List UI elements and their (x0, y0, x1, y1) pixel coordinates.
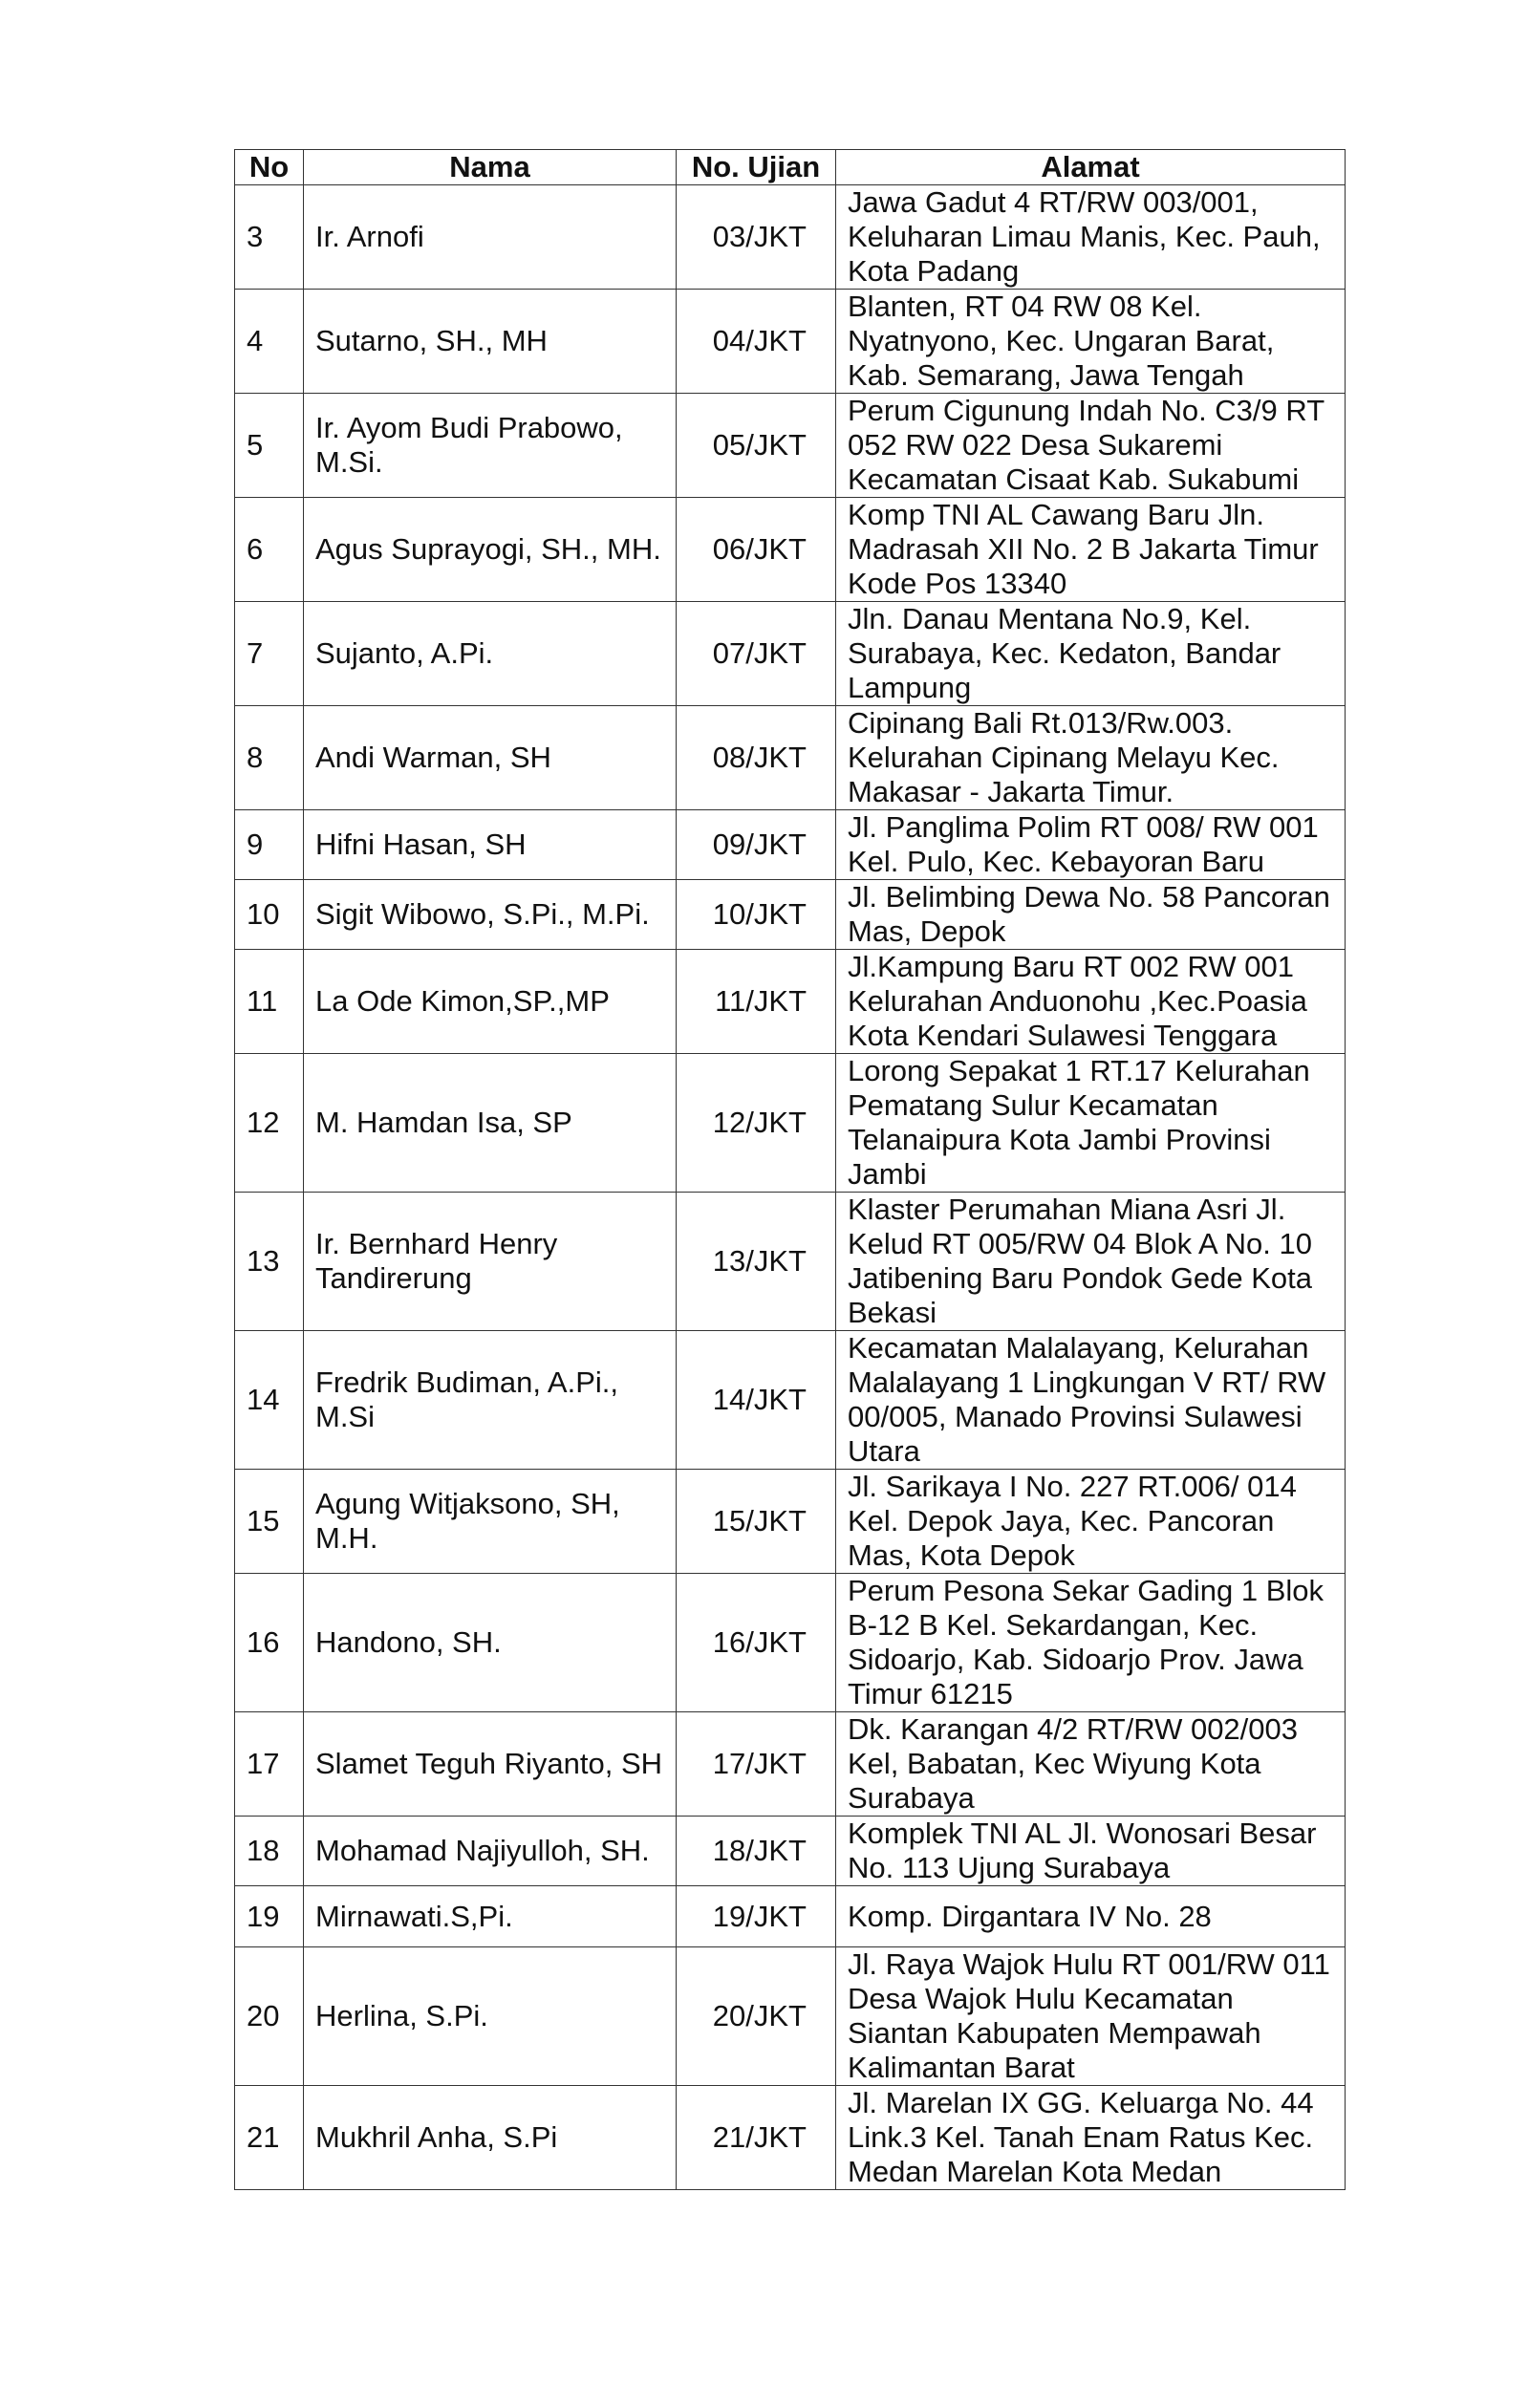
cell-no: 21 (235, 2086, 304, 2190)
table-row (235, 810, 1346, 880)
cell-nama: Hifni Hasan, SH (304, 810, 677, 880)
cell-nama: Fredrik Budiman, A.Pi., M.Si (304, 1331, 677, 1470)
cell-alamat: Blanten, RT 04 RW 08 Kel. Nyatnyono, Kec. Ungaran Barat, Kab. Semarang, Jawa Tengah (836, 290, 1346, 394)
table-row (235, 2086, 1346, 2190)
cell-no-ujian: 08/JKT (677, 706, 836, 810)
cell-alamat: Perum Pesona Sekar Gading 1 Blok B-12 B Kel. Sekardangan, Kec. Sidoarjo, Kab. Sidoarjo Prov. Jawa Timur 61215 (836, 1574, 1346, 1712)
cell-no-ujian: 06/JKT (677, 498, 836, 602)
cell-alamat: Jl. Panglima Polim RT 008/ RW 001 Kel. Pulo, Kec. Kebayoran Baru (836, 810, 1346, 880)
table-row (235, 498, 1346, 602)
table-row (235, 602, 1346, 706)
cell-alamat: Komplek TNI AL Jl. Wonosari Besar No. 113 Ujung Surabaya (836, 1817, 1346, 1886)
cell-alamat: Komp. Dirgantara IV No. 28 (836, 1886, 1346, 1947)
cell-no: 19 (235, 1886, 304, 1947)
header-nama: Nama (304, 150, 677, 185)
cell-alamat: Dk. Karangan 4/2 RT/RW 002/003 Kel, Babatan, Kec Wiyung Kota Surabaya (836, 1712, 1346, 1817)
table-row (235, 185, 1346, 290)
cell-nama: Sutarno, SH., MH (304, 290, 677, 394)
cell-no-ujian: 07/JKT (677, 602, 836, 706)
cell-nama: Ir. Arnofi (304, 185, 677, 290)
cell-nama: Sujanto, A.Pi. (304, 602, 677, 706)
cell-alamat: Lorong Sepakat 1 RT.17 Kelurahan Pematang Sulur Kecamatan Telanaipura Kota Jambi Provinsi Jambi (836, 1054, 1346, 1193)
table-body (235, 185, 1346, 2190)
cell-no-ujian: 14/JKT (677, 1331, 836, 1470)
cell-no: 9 (235, 810, 304, 880)
cell-no: 8 (235, 706, 304, 810)
cell-alamat: Cipinang Bali Rt.013/Rw.003. Kelurahan Cipinang Melayu Kec. Makasar - Jakarta Timur. (836, 706, 1346, 810)
header-alamat: Alamat (836, 150, 1346, 185)
table-row (235, 1817, 1346, 1886)
cell-no: 5 (235, 394, 304, 498)
cell-nama: Herlina, S.Pi. (304, 1947, 677, 2086)
cell-no-ujian: 15/JKT (677, 1470, 836, 1574)
cell-no: 13 (235, 1193, 304, 1331)
cell-nama: M. Hamdan Isa, SP (304, 1054, 677, 1193)
cell-alamat: Kecamatan Malalayang, Kelurahan Malalayang 1 Lingkungan V RT/ RW 00/005, Manado Provinsi Sulawesi Utara (836, 1331, 1346, 1470)
cell-no-ujian: 18/JKT (677, 1817, 836, 1886)
cell-alamat: Jl. Raya Wajok Hulu RT 001/RW 011 Desa Wajok Hulu Kecamatan Siantan Kabupaten Mempawah Kalimantan Barat (836, 1947, 1346, 2086)
cell-nama: Mirnawati.S,Pi. (304, 1886, 677, 1947)
cell-no: 16 (235, 1574, 304, 1712)
table-row (235, 1470, 1346, 1574)
cell-no: 18 (235, 1817, 304, 1886)
header-no-ujian: No. Ujian (677, 150, 836, 185)
cell-no: 3 (235, 185, 304, 290)
table-row (235, 1947, 1346, 2086)
table-row (235, 394, 1346, 498)
cell-no-ujian: 17/JKT (677, 1712, 836, 1817)
cell-alamat: Jl. Marelan IX GG. Keluarga No. 44 Link.3 Kel. Tanah Enam Ratus Kec. Medan Marelan Kota Medan (836, 2086, 1346, 2190)
cell-alamat: Jl. Belimbing Dewa No. 58 Pancoran Mas, Depok (836, 880, 1346, 950)
cell-nama: Mohamad Najiyulloh, SH. (304, 1817, 677, 1886)
cell-no: 7 (235, 602, 304, 706)
cell-no-ujian: 09/JKT (677, 810, 836, 880)
cell-no-ujian: 20/JKT (677, 1947, 836, 2086)
cell-alamat: Jawa Gadut 4 RT/RW 003/001, Keluharan Limau Manis, Kec. Pauh, Kota Padang (836, 185, 1346, 290)
cell-no: 17 (235, 1712, 304, 1817)
table-row (235, 1054, 1346, 1193)
participant-table (234, 149, 1346, 2190)
cell-no: 20 (235, 1947, 304, 2086)
header-no: No (235, 150, 304, 185)
cell-alamat: Jl. Sarikaya I No. 227 RT.006/ 014 Kel. Depok Jaya, Kec. Pancoran Mas, Kota Depok (836, 1470, 1346, 1574)
cell-no-ujian: 21/JKT (677, 2086, 836, 2190)
table-row (235, 1331, 1346, 1470)
cell-alamat: Perum Cigunung Indah No. C3/9 RT 052 RW 022 Desa Sukaremi Kecamatan Cisaat Kab. Sukabumi (836, 394, 1346, 498)
table-row (235, 1886, 1346, 1947)
table-row (235, 950, 1346, 1054)
header-row (235, 150, 1346, 185)
cell-alamat: Jl.Kampung Baru RT 002 RW 001 Kelurahan Anduonohu ,Kec.Poasia Kota Kendari Sulawesi Tenggara (836, 950, 1346, 1054)
cell-no-ujian: 03/JKT (677, 185, 836, 290)
cell-no: 11 (235, 950, 304, 1054)
table-row (235, 1193, 1346, 1331)
table-row (235, 880, 1346, 950)
table-row (235, 290, 1346, 394)
cell-no-ujian: 12/JKT (677, 1054, 836, 1193)
table-row (235, 1574, 1346, 1712)
cell-nama: Andi Warman, SH (304, 706, 677, 810)
cell-alamat: Klaster Perumahan Miana Asri Jl. Kelud RT 005/RW 04 Blok A No. 10 Jatibening Baru Pondok Gede Kota Bekasi (836, 1193, 1346, 1331)
cell-no-ujian: 13/JKT (677, 1193, 836, 1331)
cell-no-ujian: 04/JKT (677, 290, 836, 394)
cell-no: 6 (235, 498, 304, 602)
cell-no-ujian: 19/JKT (677, 1886, 836, 1947)
cell-no: 15 (235, 1470, 304, 1574)
cell-alamat: Komp TNI AL Cawang Baru Jln. Madrasah XII No. 2 B Jakarta Timur Kode Pos 13340 (836, 498, 1346, 602)
cell-nama: Mukhril Anha, S.Pi (304, 2086, 677, 2190)
table-header (235, 150, 1346, 185)
cell-no-ujian: 10/JKT (677, 880, 836, 950)
cell-nama: Agung Witjaksono, SH, M.H. (304, 1470, 677, 1574)
cell-no-ujian: 16/JKT (677, 1574, 836, 1712)
cell-no: 4 (235, 290, 304, 394)
cell-nama: Slamet Teguh Riyanto, SH (304, 1712, 677, 1817)
cell-nama: La Ode Kimon,SP.,MP (304, 950, 677, 1054)
cell-nama: Handono, SH. (304, 1574, 677, 1712)
cell-nama: Ir. Ayom Budi Prabowo, M.Si. (304, 394, 677, 498)
cell-nama: Agus Suprayogi, SH., MH. (304, 498, 677, 602)
table-row (235, 706, 1346, 810)
cell-no: 14 (235, 1331, 304, 1470)
cell-no-ujian: 05/JKT (677, 394, 836, 498)
cell-nama: Sigit Wibowo, S.Pi., M.Pi. (304, 880, 677, 950)
cell-no: 10 (235, 880, 304, 950)
cell-alamat: Jln. Danau Mentana No.9, Kel. Surabaya, Kec. Kedaton, Bandar Lampung (836, 602, 1346, 706)
cell-no: 12 (235, 1054, 304, 1193)
table-row (235, 1712, 1346, 1817)
cell-nama: Ir. Bernhard Henry Tandirerung (304, 1193, 677, 1331)
cell-no-ujian: 11/JKT (677, 950, 836, 1054)
